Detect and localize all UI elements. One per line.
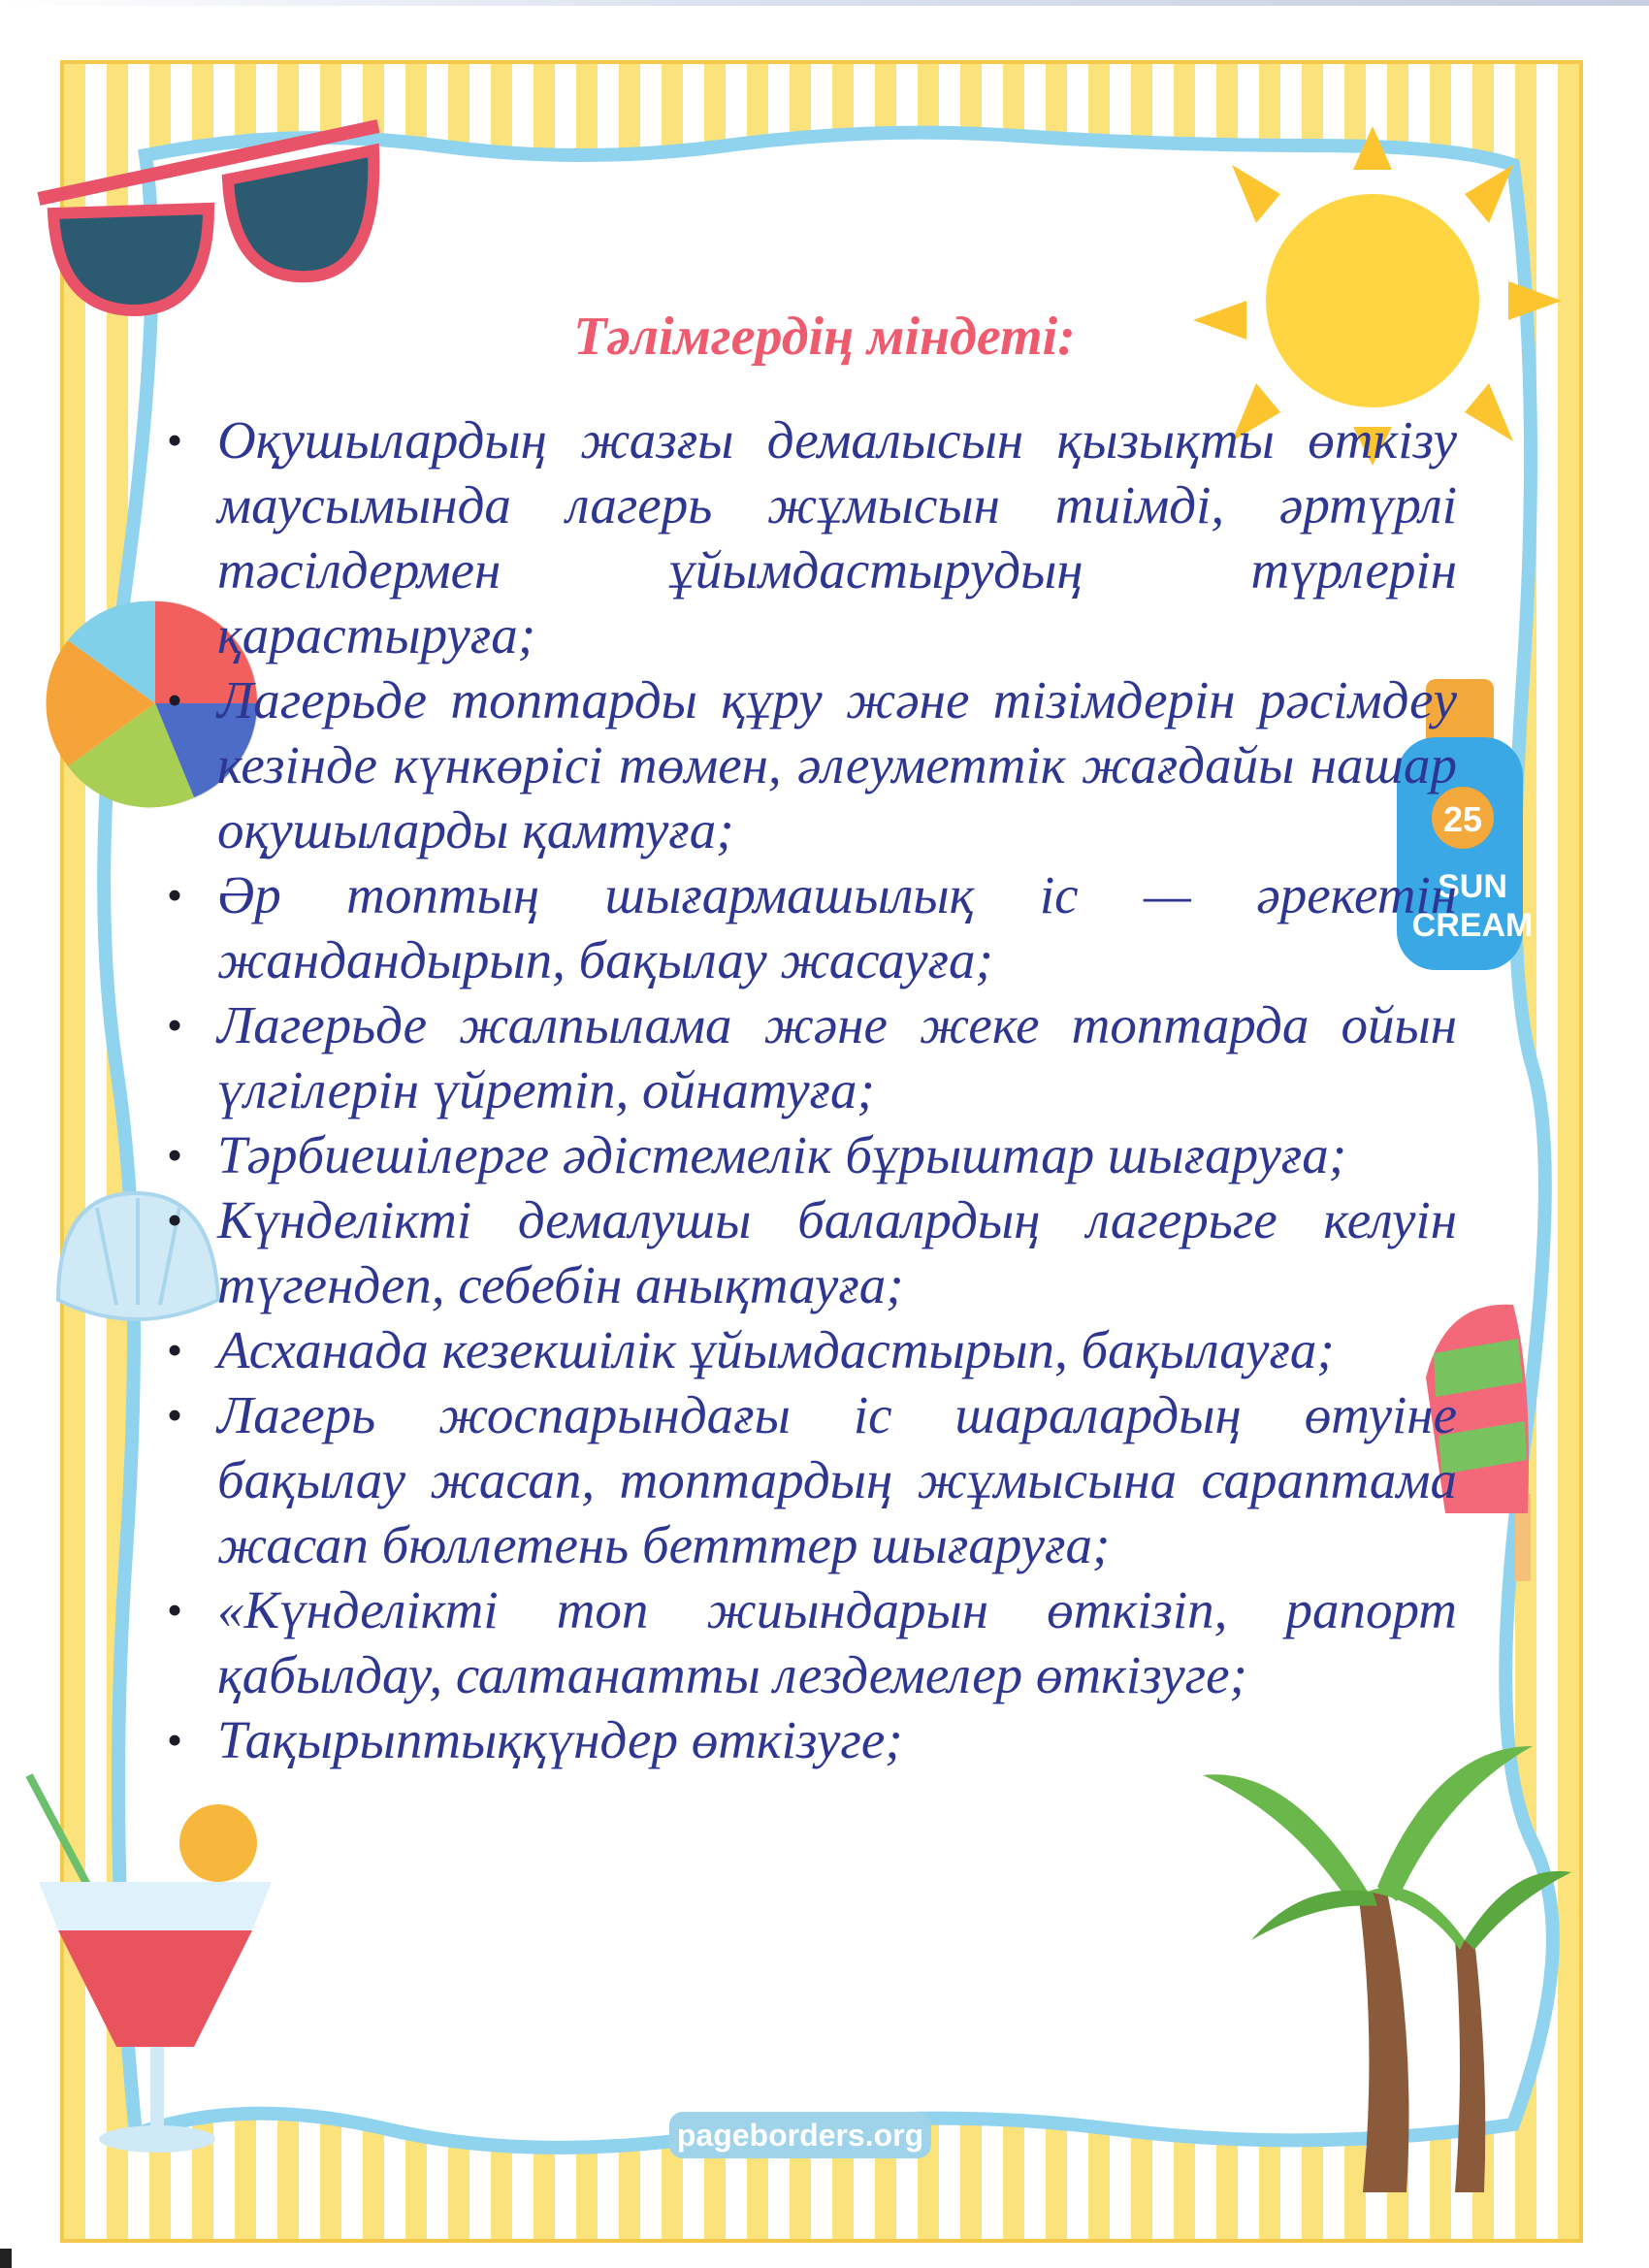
duty-item: • Тақырыптыққүндер өткізуге; bbox=[167, 1707, 1457, 1772]
duty-item: • «Күнделікті топ жиындарын өткізіп, рапорт қабылдау, салтанатты лездемелер өткізуге; bbox=[167, 1577, 1457, 1707]
duty-item: • Лагерьде топтарды құру және тізімдерін рәсімдеу кезінде күнкөрісі төмен, әлеуметтік жағдайы нашар оқушыларды қамтуға; bbox=[167, 667, 1457, 862]
duty-item: • Оқушылардың жазғы демалысын қызықты өткізу маусымында лагерь жұмысын тиімді, әртүрлі тәсілдермен ұйымдастырудың түрлерін қарастыруға; bbox=[167, 407, 1457, 667]
duties-list bbox=[167, 407, 1457, 1772]
svg-text:CREAM: CREAM bbox=[1411, 907, 1534, 944]
duty-item: • Тәрбиешілерге әдістемелік бұрыштар шығаруға; bbox=[167, 1122, 1457, 1187]
svg-text:25: 25 bbox=[1442, 799, 1483, 839]
duty-item: • Әр топтың шығармашылық іс — әрекетін жандандырып, бақылау жасауға; bbox=[167, 862, 1457, 992]
duty-item: • Асханада кезекшілік ұйымдастырып, бақылауға; bbox=[167, 1317, 1457, 1382]
duty-item: • Лагерьде жалпылама және жеке топтарда ойын үлгілерін үйретіп, ойнатуға; bbox=[167, 992, 1457, 1122]
duty-item: • Лагерь жоспарындағы іс шаралардың өтуіне бақылау жасап, топтардың жұмысына сараптама жасап бюллетень бетттер шығаруға; bbox=[167, 1382, 1457, 1577]
scan-mark bbox=[0, 2249, 12, 2268]
page-title: Тәлімгердің міндеті: bbox=[573, 307, 1076, 367]
svg-text:SUN: SUN bbox=[1438, 868, 1507, 905]
pageborders-credit: pageborders.org bbox=[669, 2112, 931, 2158]
duty-item: • Күнделікті демалушы балалрдың лагерьге келуін түгендеп, себебін анықтауға; bbox=[167, 1187, 1457, 1317]
